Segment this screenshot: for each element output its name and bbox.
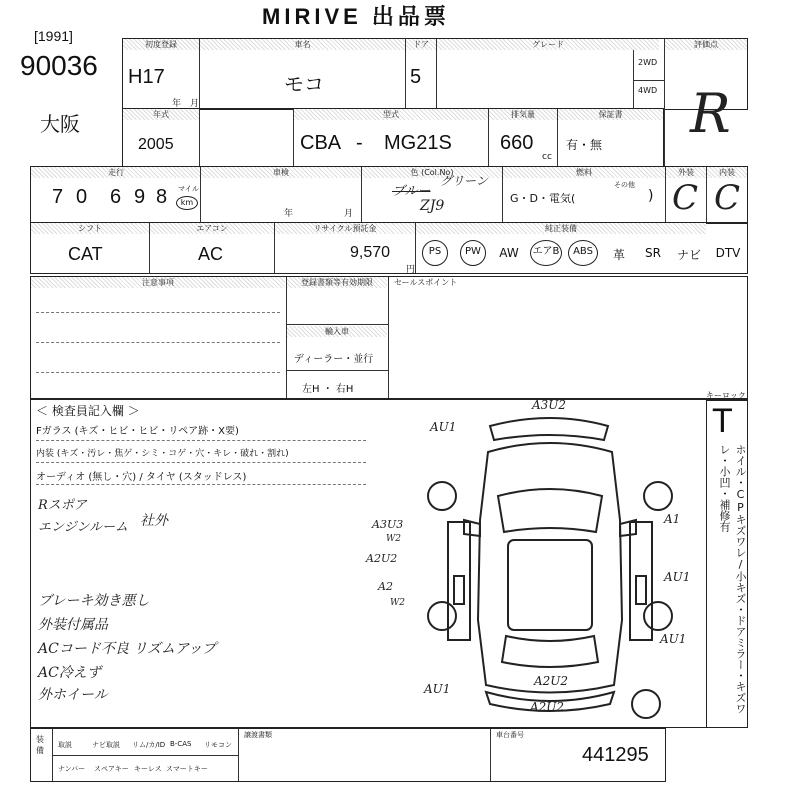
mileage-unit-km: km [176,196,198,210]
rating-value: R [690,82,731,145]
fuel-options: G・D・電気( [510,192,576,205]
mileage-unit-mile: マイル [178,185,199,193]
fuel-close: ) [648,188,654,204]
recycle-unit: 円 [406,265,416,275]
hdr-sales-point: セールスポイント [394,278,458,287]
hdr-transfer: 譲渡書類 [244,731,272,739]
diag-mark: AU1 [424,682,451,696]
key-lock-value: T [712,402,733,440]
inspector-hand-7: AC冷えず [38,665,101,681]
footer-item: スペアキー [94,765,129,773]
footer-item: スマートキー [166,765,208,773]
diag-mark: AU1 [430,420,457,434]
diag-mark: A1 [664,512,681,526]
hdr-grade: グレード [437,39,659,50]
model-dash: - [356,132,363,154]
equip-sr: SR [645,246,661,260]
hdr-shift: シフト [31,223,149,234]
hdr-exterior: 外装 [666,167,706,178]
mileage-digit: 8 [156,186,168,208]
footer-item: 取説 [58,741,72,749]
equip-leather: 革 [612,248,625,262]
hdr-notes: 注意事項 [31,277,285,288]
footer-item: リモコン [204,741,232,749]
inspector-hand-6: ACコード不良 リズムアップ [38,641,217,657]
year-tag: [1991] [34,28,73,44]
hdr-vehicle-check: 車検 [201,167,361,178]
import-dealer: ディーラー・並行 [294,354,374,365]
hdr-recycle: リサイクル預託金 [275,223,415,234]
footer-item: リム/カ/ID [132,741,166,749]
first-reg-year-label: 年 [172,99,182,109]
doors-value: 5 [410,66,422,88]
diag-mark: A3U2 [532,398,567,412]
mileage-digit: 0 [76,186,88,208]
diag-mark: A3U3 [372,518,404,531]
diag-mark: A2U2 [534,674,569,688]
equip-airbag: エアB [530,240,562,266]
displacement-unit: cc [542,152,552,162]
diag-mark: W2 [386,534,401,544]
hdr-interior: 内装 [707,167,747,178]
footer-item: キーレス [134,765,162,773]
model-code: MG21S [384,132,452,154]
interior-grade: C [714,178,741,218]
inspector-hand-2: エンジンルーム [38,520,129,535]
document-title: MIRIVE 出品票 [262,4,450,29]
hdr-rating: 評価点 [665,39,747,50]
displacement-value: 660 [500,132,534,154]
import-handle: 左H ・ 右H [302,384,354,395]
hdr-color: 色 (Col.No) [362,167,502,178]
diag-mark: W2 [390,598,405,608]
mileage-digit: 9 [134,186,146,208]
hdr-reg-deadline: 登録書類等有効期限 [287,277,387,288]
mileage-digit: 7 [52,186,64,208]
recycle-value: 9,570 [350,244,391,261]
inspector-hand-3: 社外 [140,513,168,529]
hdr-displacement: 排気量 [489,109,557,120]
inspector-line-audio: オーディオ (無し・穴) / タイヤ (スタッドレス) [36,472,247,483]
check-month-label: 月 [344,209,354,219]
mileage-digit: 6 [110,186,122,208]
equip-dtv: DTV [715,246,741,260]
color-code: ZJ9 [420,198,445,214]
footer-label: 装備 [36,735,44,755]
hdr-doors: ドア [406,39,436,50]
equip-aw: AW [499,246,519,260]
diag-mark: A2U2 [366,552,398,565]
inspector-line-interior: 内装 (キズ・汚レ・焦ゲ・シミ・コゲ・穴・キレ・破れ・割れ) [36,449,289,459]
inspector-hand-1: Rスポア [38,498,87,513]
check-year-label: 年 [284,209,294,219]
warranty-value: 有・無 [566,138,603,152]
inspector-hand-5: 外装付属品 [38,617,108,633]
equip-navi: ナビ [676,248,701,262]
drive-2wd: 2WD [638,58,658,67]
equip-abs: ABS [568,240,598,266]
inspector-line-glass: Fガラス (キズ・ヒビ・ヒビ・リペア跡・X要) [36,426,239,437]
diag-mark: AU1 [660,632,687,646]
equip-pw: PW [460,240,486,266]
venue: 大阪 [40,112,80,136]
inspector-title: ＜ 検査員記入欄 ＞ [36,404,140,418]
footer-item: ナンバー [58,765,86,773]
footer-item: ナビ取説 [92,741,120,749]
hdr-serial: 車台番号 [496,731,524,739]
inspector-hand-4: ブレーキ効き悪し [38,593,150,609]
hdr-aircon: エアコン [150,223,274,234]
diag-mark: A2 [378,580,393,593]
hdr-first-reg: 初度登録 [123,39,199,50]
lot-number: 90036 [20,50,98,81]
inspector-title-text: 検査員記入欄 [51,404,124,418]
inspector-hand-8: 外ホイール [38,687,108,703]
hdr-warranty: 保証書 [558,109,663,120]
notes-frame [30,276,748,400]
hdr-year: 年式 [123,109,199,120]
first-reg-month-label: 月 [190,99,200,109]
diag-mark: AU1 [664,570,691,584]
color-handwritten: グリーン [440,174,488,188]
hdr-fuel: 燃料 [503,167,665,178]
fuel-other-label: その他 [614,181,635,189]
hdr-mileage: 走行 [31,167,201,178]
color-struck: ブルー [392,184,431,199]
key-side-text: ホイル・CPキズワレ/小キズ・ドアミラー・キズワレ・小凹・補修有 [718,444,747,714]
hdr-equipment: 純正装備 [416,223,706,234]
first-reg-era: H17 [128,66,165,88]
footer-item: B-CAS [170,740,192,748]
hdr-key-lock: キーロック [706,391,746,400]
shift-value: CAT [68,244,103,264]
model-prefix: CBA [300,132,342,154]
hdr-model: 型式 [294,109,488,120]
exterior-grade: C [672,178,699,218]
serial-number: 441295 [582,744,649,766]
diag-mark: A2U2 [530,700,565,714]
aircon-value: AC [198,244,224,264]
car-name-value: モコ [284,72,324,96]
hdr-import: 輸入車 [287,326,387,337]
equip-ps: PS [422,240,448,266]
hdr-car-name: 車名 [200,39,405,50]
year-value: 2005 [138,136,174,153]
drive-4wd: 4WD [638,86,658,95]
